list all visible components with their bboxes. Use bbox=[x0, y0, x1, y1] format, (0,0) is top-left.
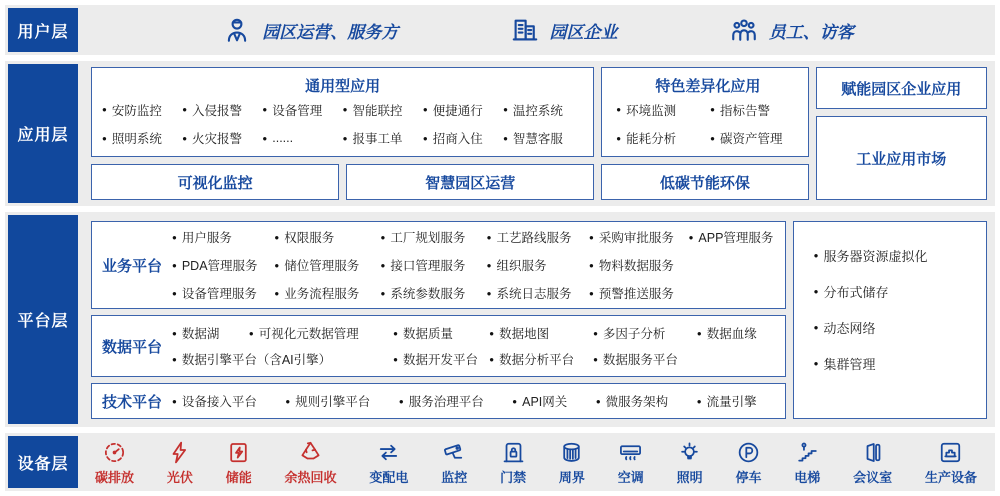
platform-left-column bbox=[91, 221, 786, 419]
general-app-item: ● 智能联控 bbox=[343, 101, 423, 119]
business-service-item: ● 业务流程服务 bbox=[274, 284, 380, 302]
business-service-item: ● 预警推送服务 bbox=[589, 284, 689, 302]
platform-layer-label: 平台层 bbox=[8, 215, 78, 424]
banner-smart-park-operation: 智慧园区运营 bbox=[346, 164, 594, 200]
business-services-grid bbox=[172, 222, 785, 308]
app-column-featured bbox=[601, 67, 808, 200]
light-bulb-icon bbox=[677, 440, 702, 465]
user-groups bbox=[81, 5, 995, 55]
general-app-item: ● 设备管理 bbox=[262, 101, 342, 119]
featured-app-item: ● 环境监测 bbox=[616, 101, 710, 119]
gauge-icon bbox=[102, 440, 127, 465]
user-layer-label: 用户层 bbox=[8, 8, 78, 52]
general-app-item: ● 入侵报警 bbox=[182, 101, 262, 119]
device-item bbox=[226, 440, 252, 486]
device-label: 停车 bbox=[735, 470, 762, 485]
user-group bbox=[729, 15, 854, 45]
user-group-label: 园区企业 bbox=[549, 22, 618, 42]
meeting-door-icon bbox=[860, 440, 885, 465]
general-app-item: ● 便捷通行 bbox=[423, 101, 503, 119]
user-group-label: 园区运营、服务方 bbox=[262, 22, 399, 42]
device-label: 光伏 bbox=[166, 470, 193, 485]
battery-icon bbox=[226, 440, 251, 465]
lightning-icon bbox=[167, 440, 192, 465]
business-platform-box bbox=[91, 221, 786, 309]
general-apps-grid bbox=[102, 96, 583, 152]
featured-apps-grid bbox=[616, 96, 799, 152]
infrastructure-item: ● 动态网络 bbox=[814, 318, 980, 337]
app-column-enterprise bbox=[816, 67, 987, 200]
user-group bbox=[222, 15, 398, 45]
data-service-item: ● 可视化元数据管理 bbox=[249, 324, 393, 342]
parking-icon bbox=[736, 440, 761, 465]
device-label: 门禁 bbox=[500, 470, 527, 485]
business-service-item: ● 接口管理服务 bbox=[381, 256, 487, 274]
tech-service-item: ● 流量引擎 bbox=[697, 392, 757, 410]
data-service-item: ● 数据质量 bbox=[393, 324, 489, 342]
infrastructure-box bbox=[793, 221, 987, 419]
general-apps-box bbox=[91, 67, 594, 157]
air-conditioner-icon bbox=[618, 440, 643, 465]
general-app-item: ● 招商入住 bbox=[423, 129, 503, 147]
data-service-item: ● 数据地图 bbox=[489, 324, 593, 342]
device-items bbox=[81, 433, 995, 491]
application-layer-label: 应用层 bbox=[8, 64, 78, 203]
people-icon bbox=[729, 15, 759, 45]
device-label: 周界 bbox=[558, 470, 585, 485]
user-group bbox=[510, 15, 618, 45]
data-service-item: ● 数据服务平台 bbox=[593, 350, 697, 368]
device-item bbox=[677, 440, 703, 486]
banner-low-carbon: 低碳节能环保 bbox=[601, 164, 808, 200]
infrastructure-item: ● 分布式储存 bbox=[814, 282, 980, 301]
business-service-item: ● 储位管理服务 bbox=[274, 256, 380, 274]
application-layer-row bbox=[5, 61, 995, 206]
app-banner-row-right bbox=[601, 164, 808, 200]
infrastructure-item: ● 服务器资源虚拟化 bbox=[814, 246, 980, 265]
device-label: 变配电 bbox=[369, 470, 409, 485]
general-app-item: ● 火灾报警 bbox=[182, 129, 262, 147]
tech-platform-box bbox=[91, 383, 786, 419]
general-app-item: ● 报事工单 bbox=[343, 129, 423, 147]
data-service-item: ● 数据分析平台 bbox=[489, 350, 593, 368]
infrastructure-item: ● 集群管理 bbox=[814, 354, 980, 373]
device-item bbox=[559, 440, 585, 486]
device-label: 监控 bbox=[441, 470, 468, 485]
machine-icon bbox=[938, 440, 963, 465]
business-service-item: ● 系统日志服务 bbox=[487, 284, 589, 302]
device-label: 会议室 bbox=[853, 470, 893, 485]
user-group-label: 员工、访客 bbox=[768, 22, 854, 42]
featured-apps-box bbox=[601, 67, 808, 157]
tech-service-item: ● 服务治理平台 bbox=[399, 392, 484, 410]
device-item bbox=[735, 440, 761, 486]
featured-app-item: ● 能耗分析 bbox=[616, 129, 710, 147]
device-label: 碳排放 bbox=[95, 470, 135, 485]
data-platform-row2 bbox=[172, 350, 779, 368]
general-app-item: ● 智慧客服 bbox=[503, 129, 583, 147]
device-layer-label: 设备层 bbox=[8, 436, 78, 488]
device-label: 储能 bbox=[225, 470, 252, 485]
data-service-item: ● 数据引擎平台（含AI引擎） bbox=[172, 350, 393, 368]
business-service-item: ● 工艺路线服务 bbox=[487, 228, 589, 246]
drum-icon bbox=[559, 440, 584, 465]
device-item bbox=[95, 440, 134, 486]
worker-icon bbox=[222, 15, 252, 45]
device-item bbox=[794, 440, 820, 486]
tech-service-item: ● 规则引擎平台 bbox=[285, 392, 370, 410]
device-label: 电梯 bbox=[794, 470, 821, 485]
data-service-item: ● 数据湖 bbox=[172, 324, 249, 342]
business-service-item: ● APP管理服务 bbox=[689, 228, 779, 246]
business-service-item: ● 用户服务 bbox=[172, 228, 274, 246]
featured-app-item: ● 指标告警 bbox=[710, 101, 799, 119]
data-service-item: ● 数据开发平台 bbox=[393, 350, 489, 368]
cctv-camera-icon bbox=[442, 440, 467, 465]
tech-service-item: ● API网关 bbox=[512, 392, 567, 410]
door-lock-icon bbox=[501, 440, 526, 465]
exchange-arrows-icon bbox=[376, 440, 401, 465]
business-service-item: ● 工厂规划服务 bbox=[381, 228, 487, 246]
general-app-item: ● 照明系统 bbox=[102, 129, 182, 147]
device-label: 照明 bbox=[676, 470, 703, 485]
app-column-general bbox=[91, 67, 594, 200]
industrial-market-box: 工业应用市场 bbox=[816, 116, 987, 200]
featured-app-item: ● 碳资产管理 bbox=[710, 129, 799, 147]
business-service-item: ● 权限服务 bbox=[274, 228, 380, 246]
data-service-item: ● 数据血缘 bbox=[697, 324, 779, 342]
device-layer-row bbox=[5, 433, 995, 491]
building-icon bbox=[510, 15, 540, 45]
business-service-item: ● PDA管理服务 bbox=[172, 256, 274, 274]
featured-apps-title: 特色差异化应用 bbox=[655, 78, 761, 95]
escalator-icon bbox=[795, 440, 820, 465]
general-app-item: ● ...... bbox=[262, 129, 342, 147]
device-label: 空调 bbox=[617, 470, 644, 485]
data-platform-box bbox=[91, 315, 786, 377]
tech-service-item: ● 设备接入平台 bbox=[172, 392, 257, 410]
data-platform-rows bbox=[172, 316, 785, 376]
general-apps-title: 通用型应用 bbox=[305, 78, 381, 95]
application-layer-content bbox=[81, 61, 995, 206]
user-layer-row bbox=[5, 5, 995, 55]
device-item bbox=[441, 440, 467, 486]
device-item bbox=[500, 440, 526, 486]
empower-enterprise-box: 赋能园区企业应用 bbox=[816, 67, 987, 109]
tech-service-item: ● 微服务架构 bbox=[596, 392, 668, 410]
platform-layer-content bbox=[81, 212, 995, 427]
app-banner-row-left bbox=[91, 164, 594, 200]
device-label: 余热回收 bbox=[284, 470, 337, 485]
general-app-item: ● 温控系统 bbox=[503, 101, 583, 119]
device-item bbox=[167, 440, 193, 486]
platform-layer-row bbox=[5, 212, 995, 427]
general-app-item: ● 安防监控 bbox=[102, 101, 182, 119]
banner-visual-monitoring: 可视化监控 bbox=[91, 164, 339, 200]
business-platform-title: 业务平台 bbox=[101, 257, 162, 275]
device-item bbox=[369, 440, 408, 486]
device-item bbox=[285, 440, 337, 486]
device-item bbox=[853, 440, 892, 486]
device-label: 生产设备 bbox=[924, 470, 977, 485]
device-item bbox=[618, 440, 644, 486]
data-service-item: ● 多因子分析 bbox=[593, 324, 697, 342]
business-service-item: ● 系统参数服务 bbox=[381, 284, 487, 302]
data-platform-row1 bbox=[172, 324, 779, 342]
tech-services-row bbox=[172, 384, 785, 418]
business-service-item: ● 组织服务 bbox=[487, 256, 589, 274]
tech-platform-title: 技术平台 bbox=[101, 393, 162, 411]
business-service-item: ● 物料数据服务 bbox=[589, 256, 689, 274]
business-service-item: ● 采购审批服务 bbox=[589, 228, 689, 246]
recycle-icon bbox=[298, 440, 323, 465]
data-platform-title: 数据平台 bbox=[101, 338, 162, 356]
business-service-item: ● 设备管理服务 bbox=[172, 284, 274, 302]
device-item bbox=[925, 440, 977, 486]
